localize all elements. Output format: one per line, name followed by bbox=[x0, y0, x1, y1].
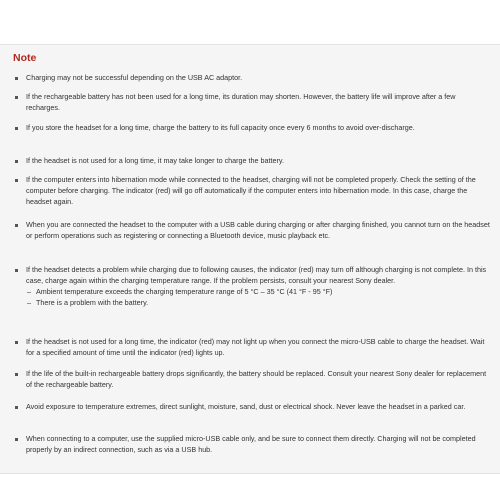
note-box bbox=[0, 44, 500, 474]
note-item-text: If the life of the built-in rechargeable battery drops significantly, the battery should be replaced. Consult your nearest Sony dealer for replacement of the rechargeable battery. bbox=[26, 369, 487, 389]
sub-list-item-text: There is a problem with the battery. bbox=[36, 297, 149, 307]
note-item-text: If the rechargeable battery has not been used for a long time, its duration may shorten. However, the battery life will improve after a few recharges. bbox=[26, 92, 456, 112]
bullet-icon bbox=[15, 179, 18, 182]
note-item-text: If the computer enters into hibernation mode while connected to the headset, charging will not be completed properly. Check the setting of the computer before charging. The indicator (red) will go off automatically if the computer enters into hibernation mode. In this case, charge the headset again. bbox=[26, 175, 476, 206]
note-item-body: If the headset detects a problem while charging due to following causes, the indicator (red) may turn off although charging is not complete. In this case, charge again within the charging temperature range. If the problem persists, consult your nearest Sony dealer. bbox=[26, 265, 487, 285]
note-item-text: If the headset is not used for a long time, the indicator (red) may not light up when you connect the micro-USB cable to charge the headset. Wait for a specified amount of time until the indicator (red) lights up. bbox=[26, 337, 485, 357]
bullet-icon bbox=[15, 438, 18, 441]
sub-list bbox=[26, 287, 491, 308]
sub-list-item bbox=[26, 298, 491, 309]
note-item-text: If the headset is not used for a long time, it may take longer to charge the battery. bbox=[26, 156, 284, 165]
dash-icon: – bbox=[27, 287, 31, 296]
note-title: Note bbox=[13, 52, 37, 64]
note-item-text: When you are connected the headset to the computer with a USB cable during charging or after charging finished, you cannot turn on the headset or perform operations such as registering or connecting a Bluetooth device, music playback etc. bbox=[26, 220, 490, 240]
bullet-icon bbox=[15, 341, 18, 344]
bullet-icon bbox=[15, 269, 18, 272]
bullet-icon bbox=[15, 127, 18, 130]
note-item-text: When connecting to a computer, use the supplied micro-USB cable only, and be sure to connect them directly. Charging will not be completed properly by an indirect connection, such as via a USB hub. bbox=[26, 434, 476, 454]
sub-list-item bbox=[26, 287, 491, 298]
bullet-icon bbox=[15, 373, 18, 376]
bullet-icon bbox=[15, 224, 18, 227]
note-item-text bbox=[26, 264, 491, 308]
bullet-icon bbox=[15, 77, 18, 80]
dash-icon: – bbox=[27, 297, 31, 307]
note-item-text: Avoid exposure to temperature extremes, direct sunlight, moisture, sand, dust or electrical shock. Never leave the headset in a parked car. bbox=[26, 402, 466, 411]
note-item-text: Charging may not be successful depending on the USB AC adaptor. bbox=[26, 73, 243, 82]
bullet-icon bbox=[15, 96, 18, 99]
bullet-icon bbox=[15, 160, 18, 163]
sub-list-item-text: Ambient temperature exceeds the charging temperature range of 5 °C – 35 °C (41 °F - 95 °F) bbox=[36, 287, 333, 296]
note-item-text: If you store the headset for a long time, charge the battery to its full capacity once every 6 months to avoid over-discharge. bbox=[26, 123, 415, 132]
bullet-icon bbox=[15, 406, 18, 409]
